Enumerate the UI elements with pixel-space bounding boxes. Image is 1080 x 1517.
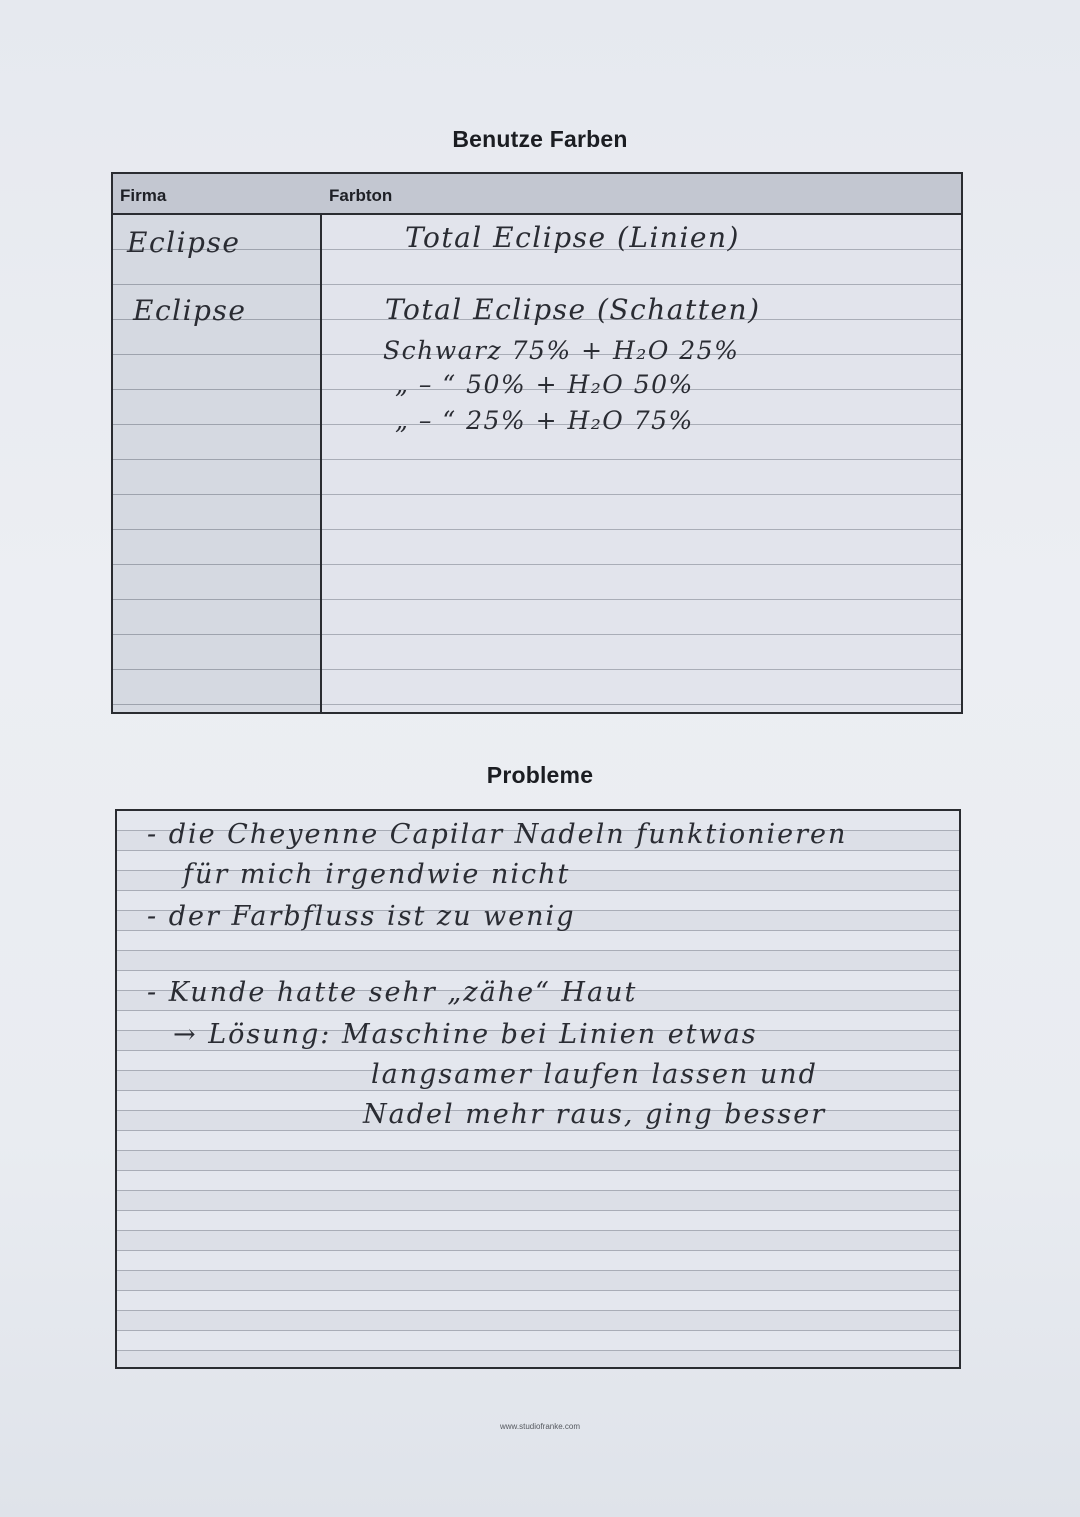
- farbton-cell: „ – “ 50% + H₂O 50%: [395, 370, 694, 399]
- farbton-cell: Schwarz 75% + H₂O 25%: [383, 336, 740, 365]
- column-header-firma: Firma: [120, 186, 167, 205]
- section-title-probleme: Probleme: [486, 762, 594, 788]
- note-line: für mich irgendwie nicht: [183, 859, 571, 890]
- note-line: - die Cheyenne Capilar Nadeln funktionieren: [147, 819, 848, 850]
- note-line: Nadel mehr raus, ging besser: [363, 1099, 827, 1130]
- footer-website: www.studiofranke.com: [499, 1422, 581, 1431]
- column-header-farbton: Farbton: [329, 186, 393, 205]
- firma-cell: Eclipse: [133, 294, 247, 327]
- farben-table-header: [113, 174, 961, 215]
- note-line: - der Farbfluss ist zu wenig: [147, 901, 576, 932]
- note-line: - Kunde hatte sehr „zähe“ Haut: [147, 977, 638, 1008]
- farbton-cell: Total Eclipse (Linien): [405, 221, 740, 254]
- probleme-box: [115, 809, 961, 1369]
- note-line: → Lösung: Maschine bei Linien etwas: [173, 1019, 758, 1050]
- farben-table: [111, 172, 963, 714]
- farbton-cell: „ – “ 25% + H₂O 75%: [395, 406, 694, 435]
- section-title-benutze-farben: Benutze Farben: [452, 126, 628, 152]
- farbton-column: [322, 215, 961, 712]
- firma-column: [113, 215, 320, 712]
- farbton-cell: Total Eclipse (Schatten): [385, 293, 761, 326]
- note-line: langsamer laufen lassen und: [371, 1059, 818, 1090]
- firma-cell: Eclipse: [127, 226, 241, 259]
- column-divider: [320, 215, 322, 712]
